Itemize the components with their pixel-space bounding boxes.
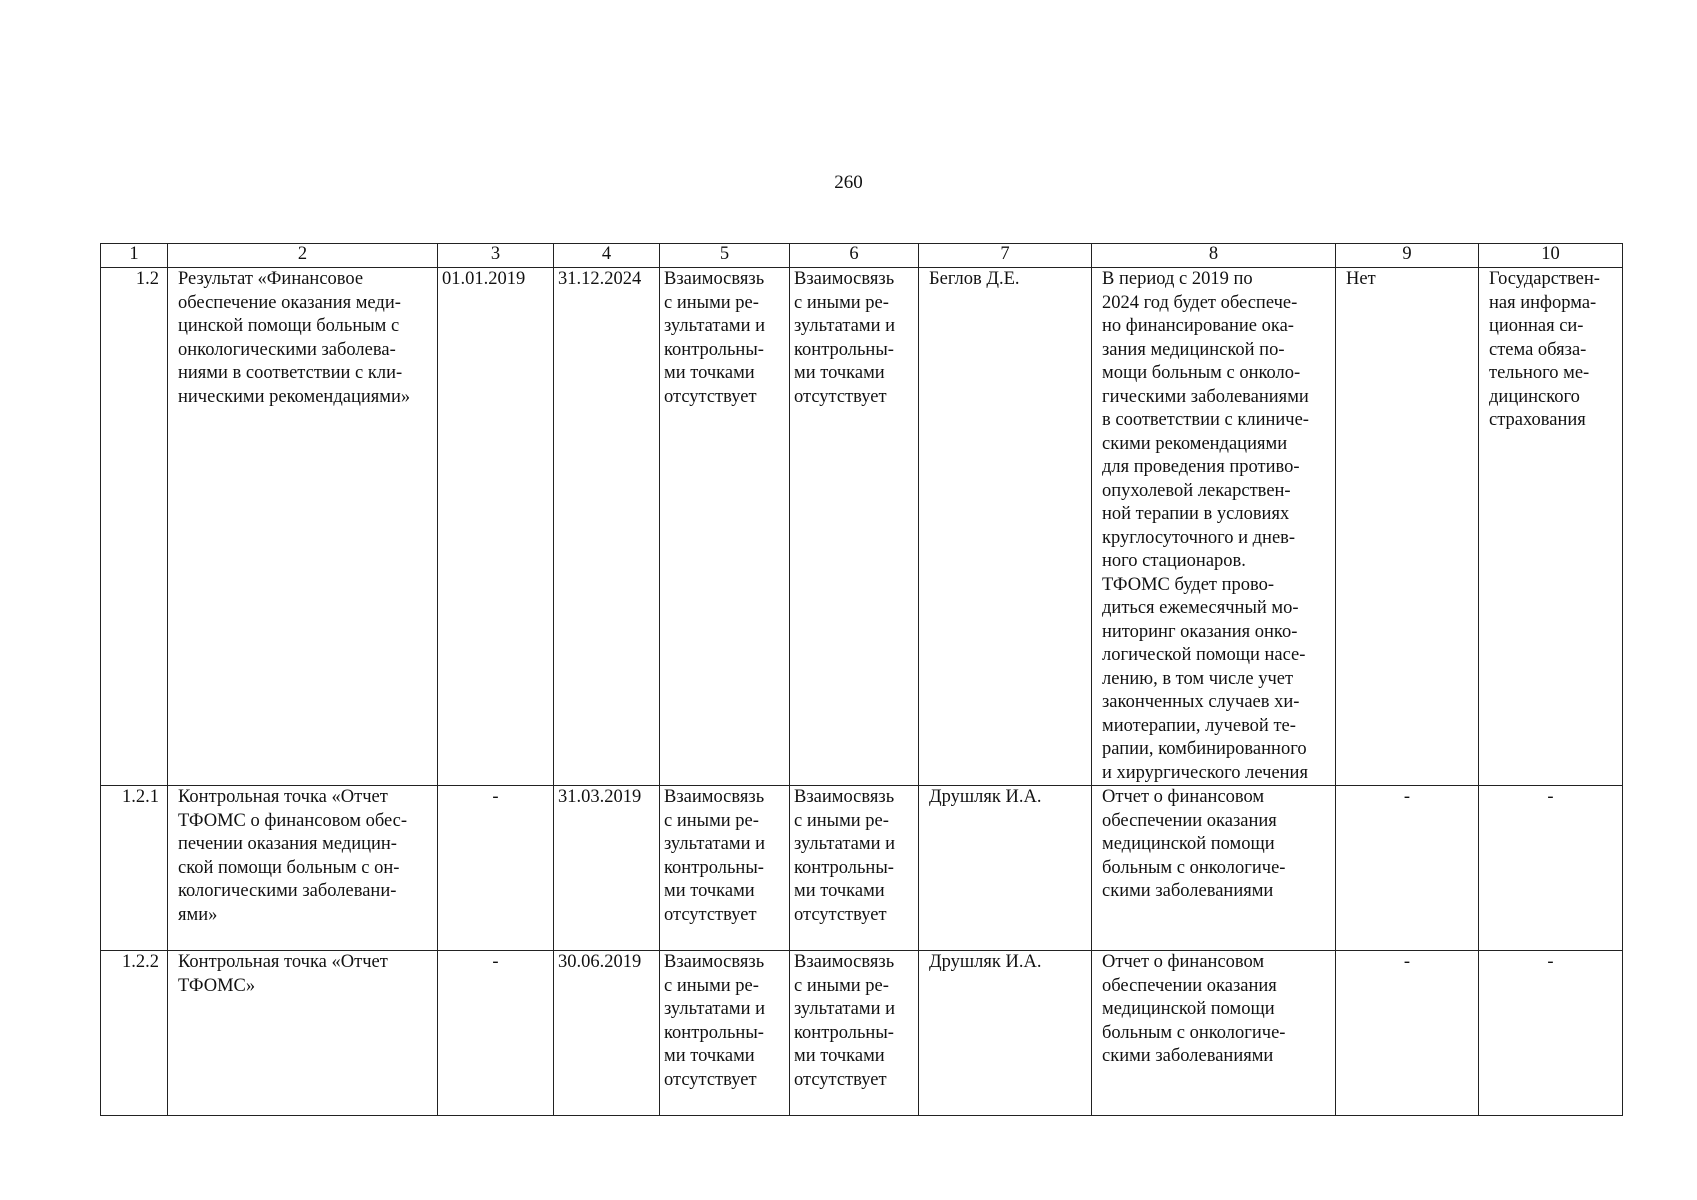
- responsible-person: Друшляк И.А.: [919, 951, 1092, 1116]
- link-next: Взаимосвязь с иными ре- зультатами и контрольны- ми точками отсутствует: [790, 268, 919, 786]
- start-date: 01.01.2019: [438, 268, 554, 786]
- table-row: [101, 268, 1623, 786]
- header-col-10: 10: [1479, 244, 1623, 268]
- row-number: 1.2.2: [101, 951, 168, 1116]
- table-row: [101, 786, 1623, 951]
- page-number: 260: [834, 172, 863, 193]
- header-col-7: 7: [919, 244, 1092, 268]
- link-next: Взаимосвязь с иными ре- зультатами и контрольны- ми точками отсутствует: [790, 786, 919, 951]
- col-9-value: -: [1336, 951, 1479, 1116]
- table-row: [101, 951, 1623, 1116]
- result-description: Отчет о финансовом обеспечении оказания медицинской помощи больным с онкологиче- скими заболеваниями: [1092, 951, 1336, 1116]
- header-row: [101, 244, 1623, 268]
- responsible-person: Беглов Д.Е.: [919, 268, 1092, 786]
- link-previous: Взаимосвязь с иными ре- зультатами и контрольны- ми точками отсутствует: [660, 786, 790, 951]
- start-date: -: [438, 786, 554, 951]
- end-date: 31.03.2019: [554, 786, 660, 951]
- information-system: -: [1479, 786, 1623, 951]
- result-description: В период с 2019 по 2024 год будет обеспече- но финансирование ока- зания медицинской по- мощи больным с онколо- гическими заболеваниями в соответствии с клиниче- скими рекомендациями для проведения противо- опухолевой лекарствен- ной терапии в условиях круглосуточного и днев- ного стационаров. ТФОМС будет прово- диться ежемесячный мо- ниторинг оказания онко- логической помощи насе- лению, в том числе учет законченных случаев хи- миотерапии, лучевой те- рапии, комбинированного и хирургического лечения: [1092, 268, 1336, 786]
- link-next: Взаимосвязь с иными ре- зультатами и контрольны- ми точками отсутствует: [790, 951, 919, 1116]
- link-previous: Взаимосвязь с иными ре- зультатами и контрольны- ми точками отсутствует: [660, 951, 790, 1116]
- result-name: Контрольная точка «Отчет ТФОМС о финансовом обес- печении оказания медицин- ской помощи больным с он- кологическими заболевани- ями»: [168, 786, 438, 951]
- start-date: -: [438, 951, 554, 1116]
- result-name: Результат «Финансовое обеспечение оказания меди- цинской помощи больным с онкологическими заболева- ниями в соответствии с кли- ническими рекомендациями»: [168, 268, 438, 786]
- header-col-2: 2: [168, 244, 438, 268]
- col-9-value: -: [1336, 786, 1479, 951]
- header-col-5: 5: [660, 244, 790, 268]
- header-col-8: 8: [1092, 244, 1336, 268]
- row-number: 1.2: [101, 268, 168, 786]
- header-col-6: 6: [790, 244, 919, 268]
- end-date: 31.12.2024: [554, 268, 660, 786]
- link-previous: Взаимосвязь с иными ре- зультатами и контрольны- ми точками отсутствует: [660, 268, 790, 786]
- col-9-value: Нет: [1336, 268, 1479, 786]
- responsible-person: Друшляк И.А.: [919, 786, 1092, 951]
- information-system: -: [1479, 951, 1623, 1116]
- row-number: 1.2.1: [101, 786, 168, 951]
- result-name: Контрольная точка «Отчет ТФОМС»: [168, 951, 438, 1116]
- header-col-9: 9: [1336, 244, 1479, 268]
- header-col-4: 4: [554, 244, 660, 268]
- header-col-1: 1: [101, 244, 168, 268]
- information-system: Государствен- ная информа- ционная си- стема обяза- тельного ме- дицинского страхования: [1479, 268, 1623, 786]
- result-description: Отчет о финансовом обеспечении оказания медицинской помощи больным с онкологиче- скими заболеваниями: [1092, 786, 1336, 951]
- end-date: 30.06.2019: [554, 951, 660, 1116]
- implementation-plan-table: [100, 243, 1623, 1116]
- header-col-3: 3: [438, 244, 554, 268]
